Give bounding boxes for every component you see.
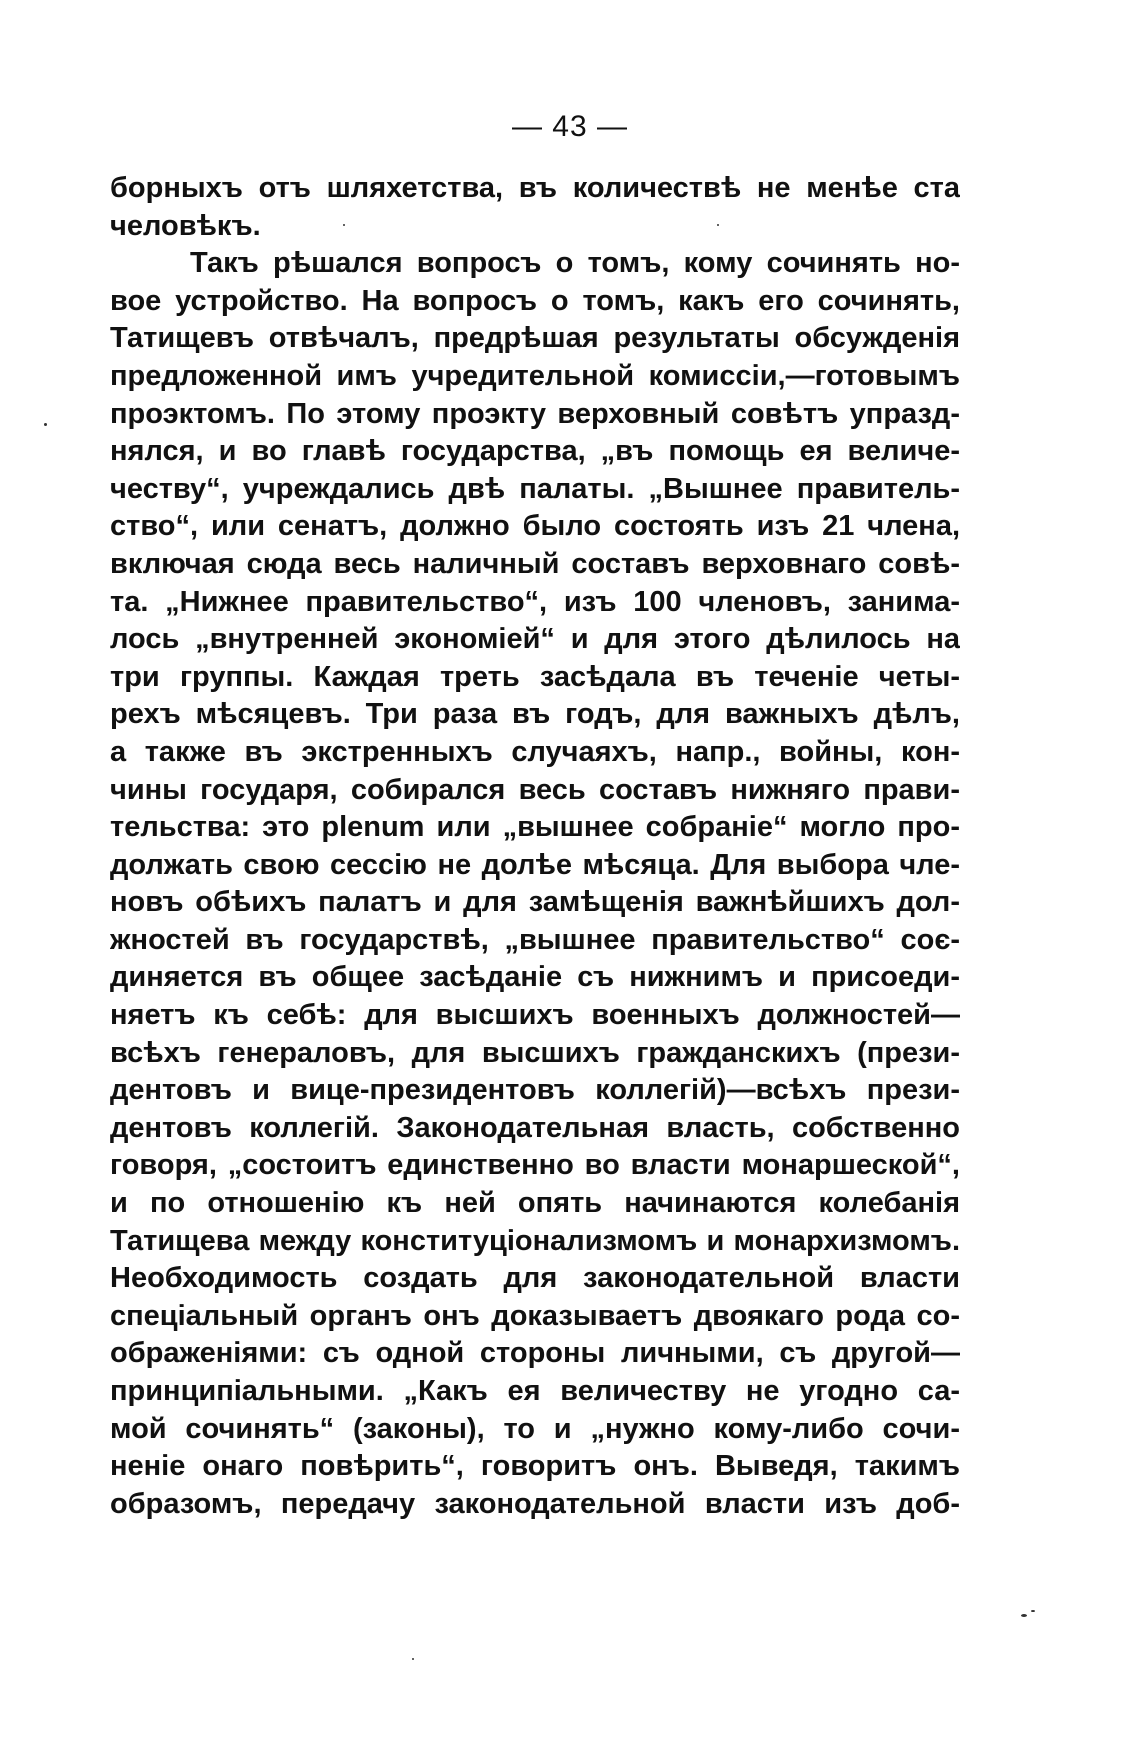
text-line: должать свою сессію не долѣе мѣсяца. Для выбора чле- <box>110 848 960 881</box>
text-line: неніе онаго повѣрить“, говоритъ онъ. Выведя, такимъ <box>110 1450 960 1483</box>
text-line: Такъ рѣшался вопросъ о томъ, кому сочинять но- <box>190 247 960 280</box>
text-line: говоря, „состоитъ единственно во власти монаршеской“, <box>110 1149 960 1182</box>
text-line: всѣхъ генераловъ, для высшихъ гражданскихъ (прези- <box>110 1036 960 1069</box>
text-line: лось „внутренней экономіей“ и для этого дѣлилось на <box>110 623 960 656</box>
body-text <box>110 170 960 1523</box>
text-line: включая сюда весь наличный составъ верховнаго совѣ- <box>110 547 960 580</box>
text-line: принципіальными. „Какъ ея величеству не угодно са- <box>110 1375 960 1407</box>
scan-speck <box>717 224 719 226</box>
scan-speck <box>412 1658 414 1660</box>
scan-speck <box>44 423 47 426</box>
text-line: ображеніями: съ одной стороны личными, съ другой— <box>110 1337 960 1370</box>
text-line: проэктомъ. По этому проэкту верховный совѣтъ упразд- <box>110 397 960 430</box>
scan-speck <box>1021 1614 1027 1617</box>
text-line: а также въ экстренныхъ случаяхъ, напр., войны, кон- <box>110 735 960 768</box>
text-line: три группы. Каждая треть засѣдала въ теченіе четы- <box>110 660 960 693</box>
text-line: чины государя, собирался весь составъ нижняго прави- <box>110 773 960 806</box>
text-line: тельства: это plenum или „вышнее собраніе“ могло про- <box>110 811 960 844</box>
text-line: рехъ мѣсяцевъ. Три раза въ годъ, для важныхъ дѣлъ, <box>110 698 960 731</box>
text-line: человѣкъ. <box>110 209 261 242</box>
text-line: диняется въ общее засѣданіе съ нижнимъ и присоеди- <box>110 961 960 994</box>
text-line: няетъ къ себѣ: для высшихъ военныхъ должностей— <box>110 999 960 1032</box>
text-line: честву“, учреждались двѣ палаты. „Вышнее правитель- <box>110 472 960 505</box>
text-line: спеціальный органъ онъ доказываетъ двоякаго рода со- <box>110 1299 960 1332</box>
scan-speck <box>343 224 345 226</box>
text-line: нялся, и во главѣ государства, „въ помощь ея величе- <box>110 435 960 468</box>
text-line: Татищевъ отвѣчалъ, предрѣшая результаты обсужденія <box>110 322 960 355</box>
text-line: и по отношенію къ ней опять начинаются колебанія <box>110 1187 960 1220</box>
text-line: мой сочинять“ (законы), то и „нужно кому-либо сочи- <box>110 1412 960 1445</box>
text-line: предложенной имъ учредительной комиссіи,—готовымъ <box>110 359 960 392</box>
text-line: борныхъ отъ шляхетства, въ количествѣ не менѣе ста <box>110 172 960 204</box>
text-line: образомъ, передачу законодательной власти изъ доб- <box>110 1487 960 1520</box>
text-line: новъ обѣихъ палатъ и для замѣщенія важнѣйшихъ дол- <box>110 886 960 919</box>
text-line: дентовъ и вице-президентовъ коллегій)—всѣхъ прези- <box>110 1074 960 1107</box>
text-line: Необходимость создать для законодательной власти <box>110 1262 960 1295</box>
text-line: жностей въ государствѣ, „вышнее правительство“ соє- <box>110 923 960 956</box>
text-line: Татищева между конституціонализмомъ и монархизмомъ. <box>110 1224 960 1257</box>
text-line: вое устройство. На вопросъ о томъ, какъ его сочинять, <box>110 284 960 317</box>
scan-speck <box>1031 1610 1035 1612</box>
text-line: дентовъ коллегій. Законодательная власть, собственно <box>110 1111 960 1144</box>
page-number: — 43 — <box>511 110 629 143</box>
text-line: та. „Нижнее правительство“, изъ 100 членовъ, занима- <box>110 585 960 618</box>
text-line: ство“, или сенатъ, должно было состоять изъ 21 члена, <box>110 510 960 543</box>
